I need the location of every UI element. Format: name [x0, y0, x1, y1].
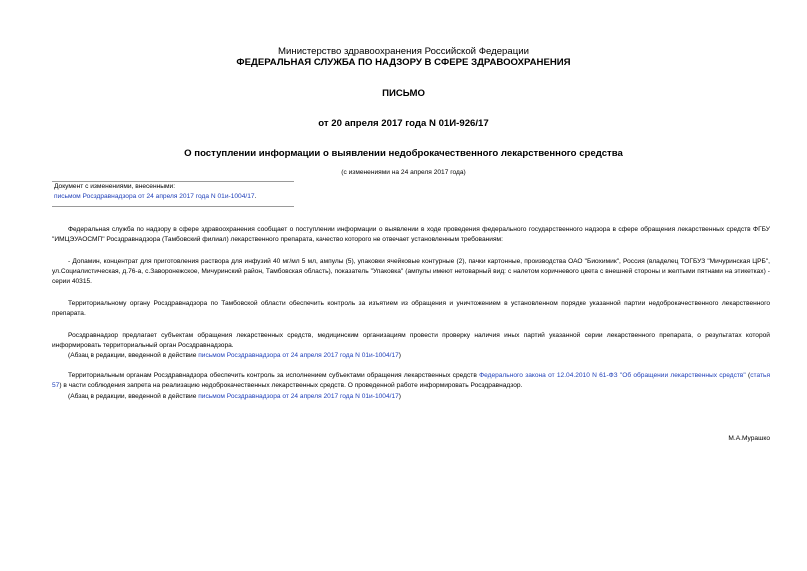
paragraph-subjects-check: Росздравнадзор предлагает субъектам обращения лекарственных средств, медицинским организациям провести проверку наличия иных партий указанной серии лекарственного препарата, о результатах которой информировать территориальный орган Росздравнадзора. [52, 332, 770, 350]
article-57-link[interactable]: статья 57 [52, 372, 771, 390]
changes-label: Документ с изменениями, внесенными: [54, 183, 176, 190]
edit-note-2-suffix: ) [398, 393, 401, 400]
changes-box [52, 181, 294, 207]
edit-note-2-link[interactable]: письмом Росздравнадзора от 24 апреля 2017 года N 01и-1004/17 [198, 393, 399, 400]
ministry-name: Министерство здравоохранения Российской Федерации [278, 46, 529, 57]
paragraph-territorial-control: Территориальному органу Росздравнадзора по Тамбовской области обеспечить контроль за изъятием из обращения и уничтожением в установленном порядке указанной партии недоброкачественного лекарственного препарата. [52, 300, 770, 318]
paragraph-law-control [52, 371, 770, 391]
amendment-link[interactable]: письмом Росздравнадзора от 24 апреля 2017 года N 01и-1004/17 [54, 193, 255, 200]
paragraph-drug-details: - Допамин, концентрат для приготовления раствора для инфузий 40 мг/мл 5 мл, ампулы (5), упаковки ячейковые контурные (2), пачки картонные, производства ОАО "Биохимик", Россия (владелец ТОГБУЗ "Мичуринская ЦРБ", ул.Социалистическая, д.76-а, с.Заворонежское, Мичуринский район, Тамбовская область), показатель "Упаковка" (ампулы имеют нетоварный вид: с налетом коричневого цвета с внешней стороны и желтыми пятнами на этикетках) - серии 40315. [52, 258, 770, 286]
law-control-text-3: ) в части соблюдения запрета на реализацию недоброкачественных лекарственных средств. О проведенной работе информировать Росздравнадзор. [59, 382, 523, 390]
document-subtitle: (с изменениями на 24 апреля 2017 года) [341, 169, 466, 176]
document-date-number: от 20 апреля 2017 года N 01И-926/17 [318, 118, 489, 129]
document-title: О поступлении информации о выявлении недоброкачественного лекарственного средства [184, 148, 623, 159]
service-name: ФЕДЕРАЛЬНАЯ СЛУЖБА ПО НАДЗОРУ В СФЕРЕ ЗДРАВООХРАНЕНИЯ [236, 57, 571, 68]
edit-note-2 [52, 392, 770, 402]
law-control-text-1: Территориальным органам Росздравнадзора обеспечить контроль за исполнением субъектами обращения лекарственных средств [68, 372, 480, 379]
changes-line [52, 192, 294, 202]
federal-law-link[interactable]: Федерального закона от 12.04.2010 N 61-ФЗ "Об обращении лекарственных средств" [479, 372, 746, 379]
edit-note-1-link[interactable]: письмом Росздравнадзора от 24 апреля 2017 года N 01и-1004/17 [198, 352, 399, 359]
law-control-text-2: ( [745, 372, 751, 379]
edit-note-2-prefix: (Абзац в редакции, введенной в действие [68, 393, 199, 400]
edit-note-1-prefix: (Абзац в редакции, введенной в действие [68, 352, 199, 359]
edit-note-1-suffix: ) [398, 352, 401, 359]
changes-bottom-divider [52, 206, 294, 207]
signature: М.А.Мурашко [728, 435, 770, 442]
document-type: ПИСЬМО [382, 88, 425, 99]
changes-suffix: . [254, 193, 257, 200]
paragraph-intro: Федеральная служба по надзору в сфере здравоохранения сообщает о поступлении информации о выявлении в ходе проведения федерального государственного надзора в сфере обращения лекарственных средств ФГБУ "ИМЦЭУАОСМП" Росздравнадзора (Тамбовский филиал) лекарственного препарата, качество которого не отвечает установленным требованиям: [52, 226, 770, 244]
edit-note-1 [52, 351, 770, 361]
